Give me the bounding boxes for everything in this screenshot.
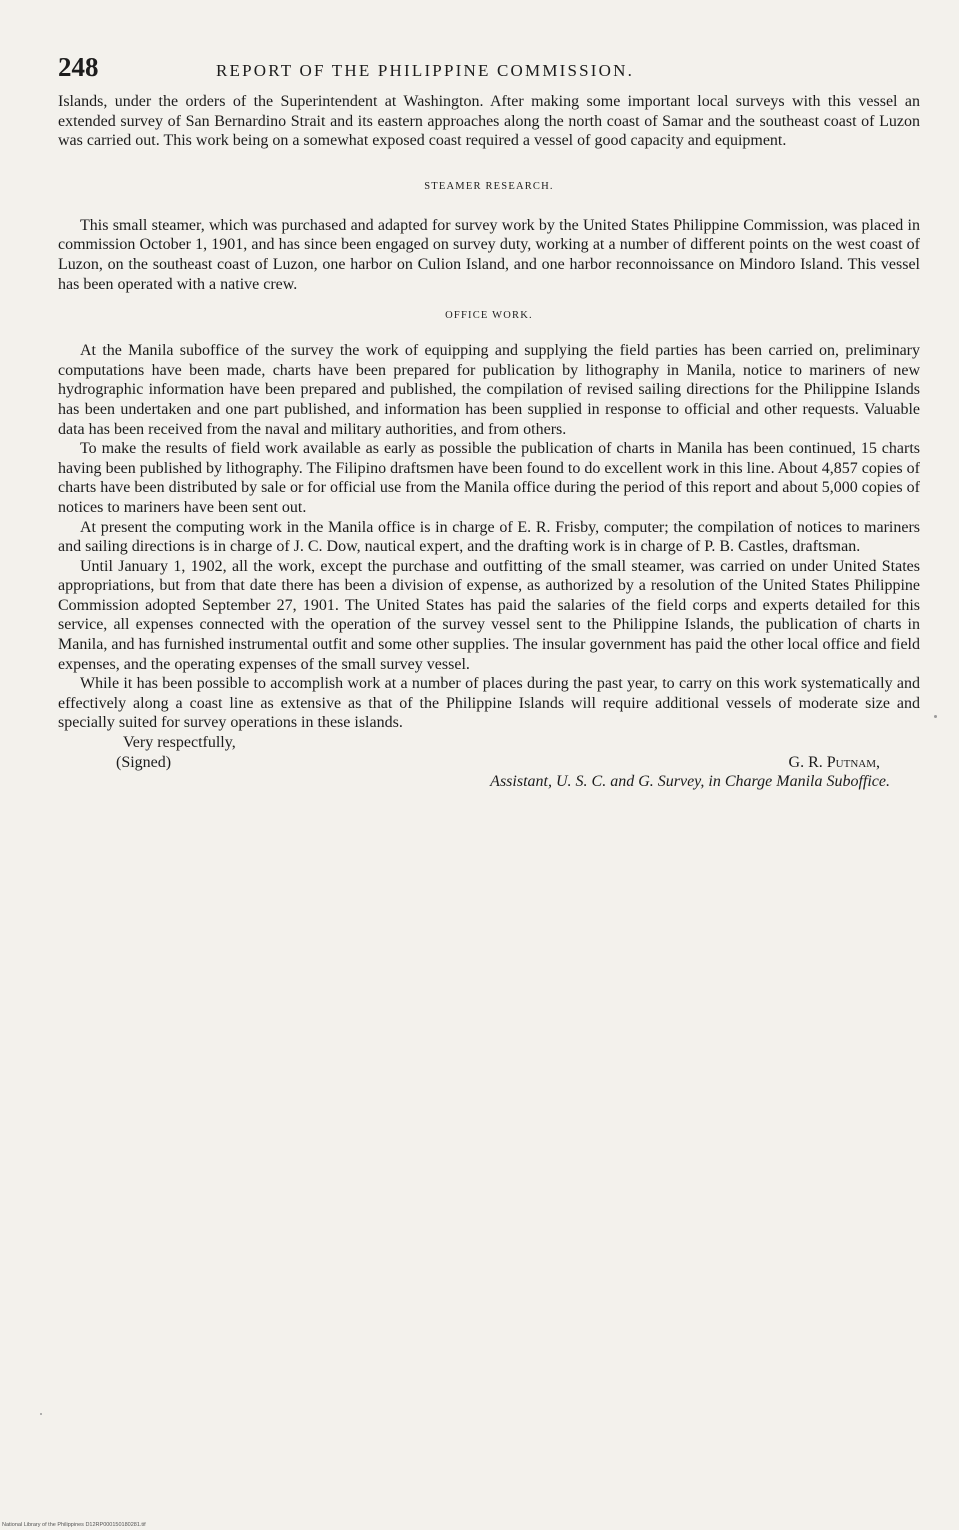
signer-title: Assistant, U. S. C. and G. Survey, in Charge Manila Suboffice.: [490, 773, 890, 791]
office-work-paragraph-2: To make the results of field work available as early as possible the publication of charts in Manila has been continued, 15 charts having been published by lithography. The Filipino draftsmen have been found to do excellent work in this line. About 4,857 copies of charts have been distributed by sale or for official use from the Manila office during the period of this report and about 5,000 copies of notices to mariners have been sent out.: [58, 440, 920, 516]
section-heading-steamer-research: STEAMER RESEARCH.: [424, 180, 554, 192]
closing-block: [58, 733, 920, 792]
paper-speck: [40, 1413, 42, 1415]
paper-speck: [934, 715, 937, 718]
office-work-paragraph-4: Until January 1, 1902, all the work, except the purchase and outfitting of the small steamer, was carried on under United States appropriations, but from that date there has been a division of expense, as authorized by a resolution of the United States Philippine Commission adopted September 27, 1901. The United States has paid the salaries of the field corps and experts detailed for this service, all expenses connected with the operation of the survey vessel sent to the Philippine Islands, the publication of charts in Manila, and has furnished instrumental outfit and some other supplies. The insular government has paid the other local office and field expenses, and the operating expenses of the small survey vessel.: [58, 557, 920, 673]
running-title: REPORT OF THE PHILIPPINE COMMISSION.: [216, 61, 635, 80]
running-head: [58, 52, 920, 92]
section-heading-office-work: OFFICE WORK.: [445, 310, 533, 322]
signer-name: [789, 753, 880, 773]
office-work-paragraph-1: At the Manila suboffice of the survey the work of equipping and supplying the field parties has been carried on, preliminary computations have been made, charts have been prepared for publication by lithography in Manila, notice to mariners of new hydrographic information have been prepared and published, the compilation of revised sailing directions for the Philippine Islands has been undertaken and one part published, and information has been supplied in response to official and other requests. Valuable data has been received from the naval and military authorities, and from others.: [58, 342, 920, 438]
office-work-paragraph-3: At present the computing work in the Manila office is in charge of E. R. Frisby, computer; the compilation of notices to mariners and sailing directions is in charge of J. C. Dow, nautical expert, and the drafting work is in charge of P. B. Castles, draftsman.: [58, 518, 920, 556]
body-text: [58, 92, 920, 733]
signed-mark: (Signed): [116, 753, 172, 771]
intro-paragraph: Islands, under the orders of the Superintendent at Washington. After making some important local surveys with this vessel an extended survey of San Bernardino Strait and its eastern approaches along the north coast of Samar and the southeast coast of Luzon was carried out. This work being on a somewhat exposed coast required a vessel of good capacity and equipment.: [58, 93, 920, 150]
office-work-paragraph-5: While it has been possible to accomplish work at a number of places during the past year, to carry on this work systematically and effectively along a coast line as extensive as that of the Philippine Islands will require additional vessels of moderate size and specially suited for survey operations in these islands.: [58, 675, 920, 732]
signature-row: [58, 753, 920, 773]
scan-footer: National Library of the Philippines D12RP000150180281.tif: [2, 1522, 146, 1528]
page-number: 248: [58, 52, 99, 82]
salutation: Very respectfully,: [123, 734, 236, 752]
signer-name-text: G. R. Putnam,: [788, 753, 880, 771]
steamer-research-paragraph: This small steamer, which was purchased and adapted for survey work by the United States Philippine Commission, was placed in commission October 1, 1901, and has since been engaged on survey duty, working at a number of different points on the west coast of Luzon, on the southeast coast of Luzon, one harbor on Culion Island, and one harbor reconnoissance on Mindoro Island. This vessel has been operated with a native crew.: [58, 216, 920, 293]
document-page: [58, 52, 920, 792]
